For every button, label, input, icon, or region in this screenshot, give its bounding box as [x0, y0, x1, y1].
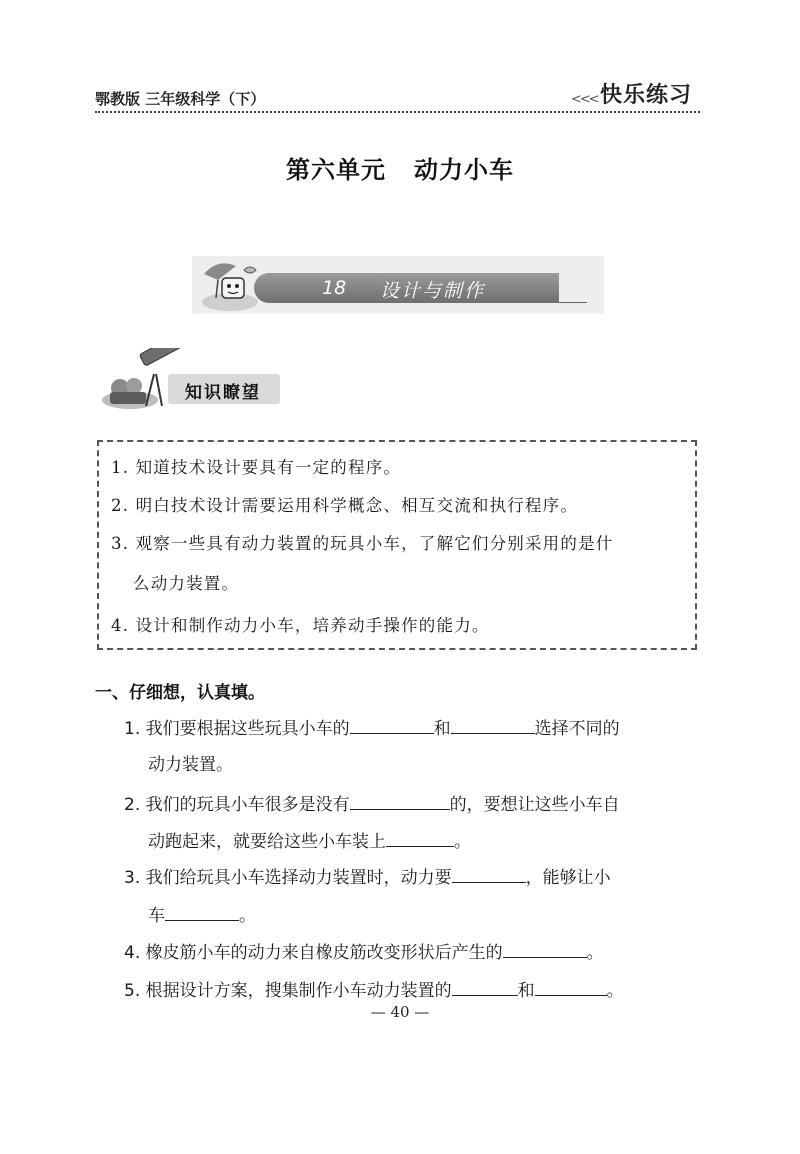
- unit-name: 动力小车: [414, 156, 514, 184]
- chevron-decoration: <<<: [571, 92, 598, 107]
- answer-blank[interactable]: [452, 866, 526, 883]
- goal-item: 4. 设计和制作动力小车，培养动手操作的能力。: [111, 616, 490, 635]
- lesson-number: 18: [322, 277, 347, 299]
- question-text: 。: [586, 943, 604, 963]
- question-3-continued: [148, 901, 256, 926]
- question-text: 选择不同的: [534, 719, 620, 739]
- question-5: [124, 976, 624, 1001]
- unit-title: [0, 150, 800, 185]
- question-text: 4. 橡皮筋小车的动力来自橡皮筋改变形状后产生的: [124, 943, 503, 963]
- question-text: 。: [606, 981, 624, 1001]
- goal-item: 2. 明白技术设计需要运用科学概念、相互交流和执行程序。: [111, 496, 579, 515]
- question-text: 2. 我们的玩具小车很多是没有: [124, 795, 350, 815]
- answer-blank[interactable]: [535, 979, 607, 996]
- goal-item-continued: 么动力装置。: [133, 574, 240, 593]
- answer-blank[interactable]: [165, 904, 239, 921]
- unit-label: 第六单元: [286, 156, 386, 184]
- question-text: 的，要想让这些小车自: [449, 795, 620, 815]
- goal-item: 3. 观察一些具有动力装置的玩具小车，了解它们分别采用的是什: [111, 534, 614, 553]
- question-2: [124, 790, 620, 815]
- knowledge-header: [100, 348, 290, 413]
- question-text: 车: [148, 906, 165, 926]
- answer-blank[interactable]: [452, 979, 518, 996]
- question-text: 。: [454, 832, 471, 852]
- goal-item: 1. 知道技术设计要具有一定的程序。: [111, 458, 402, 477]
- answer-blank[interactable]: [451, 717, 535, 734]
- question-1-continued: 动力装置。: [148, 755, 233, 775]
- brand-title: 快乐练习: [600, 83, 693, 108]
- banner-underline: [559, 302, 587, 303]
- header-divider: [95, 111, 700, 113]
- question-1: [124, 714, 620, 739]
- question-text: 5. 根据设计方案，搜集制作小车动力装置的: [124, 981, 452, 1001]
- lesson-title: 设计与制作: [380, 280, 486, 302]
- question-text: ，能够让小: [525, 868, 611, 888]
- book-info: 鄂教版 三年级科学（下）: [95, 90, 266, 108]
- answer-blank[interactable]: [350, 793, 450, 810]
- question-4: [124, 938, 604, 963]
- section-title: 一、仔细想，认真填。: [95, 683, 265, 703]
- lesson-banner: [192, 256, 604, 314]
- page-header: [95, 78, 700, 114]
- answer-blank[interactable]: [503, 941, 587, 958]
- question-2-continued: [148, 827, 471, 852]
- goals-box: [97, 440, 697, 650]
- answer-blank[interactable]: [386, 830, 454, 847]
- answer-blank[interactable]: [350, 717, 434, 734]
- question-text: 1. 我们要根据这些玩具小车的: [124, 719, 350, 739]
- question-text: 3. 我们给玩具小车选择动力装置时，动力要: [124, 868, 452, 888]
- question-text: 和: [517, 981, 535, 1001]
- question-text: 和: [433, 719, 451, 739]
- knowledge-label: 知识瞭望: [185, 383, 261, 403]
- question-3: [124, 863, 611, 888]
- question-text: 动跑起来，就要给这些小车装上: [148, 832, 386, 852]
- question-text: 。: [239, 906, 256, 926]
- page-number: — 40 —: [370, 1003, 430, 1021]
